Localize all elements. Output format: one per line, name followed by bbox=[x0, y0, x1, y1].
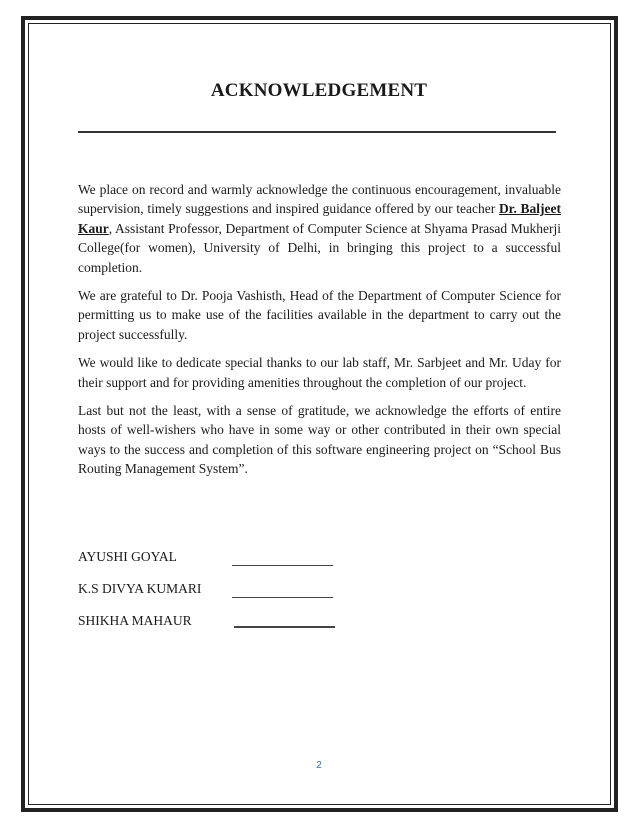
signature-line-1 bbox=[232, 565, 333, 566]
paragraph-4: Last but not the least, with a sense of gratitude, we acknowledge the efforts of entire hosts of well-wishers who have in some way or other contributed in their own special ways to the success and completion of this software engineering project on “School Bus Routing Management System”. bbox=[78, 403, 561, 477]
teacher-name: Dr. Baljeet Kaur bbox=[78, 201, 561, 236]
page-number: 2 bbox=[316, 760, 322, 771]
signatory-name-1: AYUSHI GOYAL bbox=[78, 549, 177, 564]
signature-line-3 bbox=[234, 626, 335, 628]
signature-line-2 bbox=[232, 597, 333, 598]
paragraph-1-end: , Assistant Professor, Department of Computer Science at Shyama Prasad Mukherji College(for women), University of Delhi, in bringing this project to a successful completion. bbox=[78, 220, 561, 275]
signatory-name-3: SHIKHA MAHAUR bbox=[78, 613, 192, 628]
page-title: ACKNOWLEDGEMENT bbox=[210, 80, 428, 101]
title-rule bbox=[78, 131, 556, 133]
paragraph-1-start: We place on record and warmly acknowledge the continuous encouragement, invaluable supervision, timely suggestions and inspired guidance offered by our teacher bbox=[78, 182, 561, 217]
signatory-name-2: K.S DIVYA KUMARI bbox=[78, 581, 202, 596]
acknowledgement-body bbox=[78, 180, 561, 488]
paragraph-2: We are grateful to Dr. Pooja Vashisth, Head of the Department of Computer Science for permitting us to make use of the facilities available in the department to carry out the project successfully. bbox=[78, 288, 561, 342]
paragraph-3: We would like to dedicate special thanks to our lab staff, Mr. Sarbjeet and Mr. Uday for their support and for providing amenities throughout the completion of our project. bbox=[78, 355, 561, 390]
paragraph-1 bbox=[78, 180, 561, 277]
